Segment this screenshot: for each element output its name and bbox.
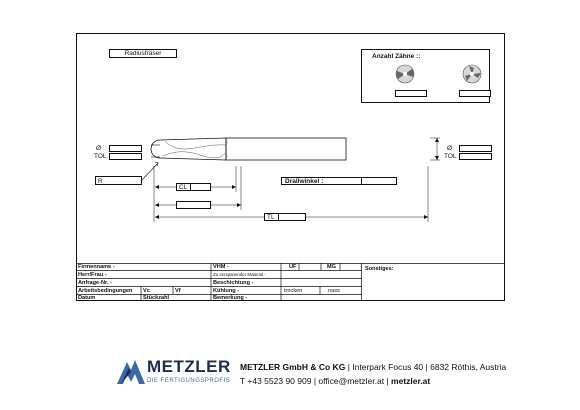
city-address: 6832 Röthis, Austria (430, 362, 507, 372)
website-link[interactable]: metzler.at (391, 376, 431, 386)
neck-length-input[interactable] (176, 201, 211, 209)
tl-input[interactable] (278, 213, 306, 221)
datum-label: Datum (78, 295, 96, 301)
company-address-line (240, 362, 506, 372)
separator: | (425, 362, 428, 372)
teeth-label: Anzahl Zähne :: (372, 53, 421, 60)
tolerance-label-right: TOL (444, 153, 457, 160)
cl-label: CL (179, 184, 188, 191)
street-address: Interpark Focus 40 (352, 362, 424, 372)
mg-label: MG (327, 264, 337, 270)
uf-label: UF (289, 264, 297, 270)
sonstiges-label: Sonstiges: (365, 266, 394, 272)
brand-tagline: DIE FERTIGUNGSPROFIS (147, 378, 231, 384)
helix-angle-label: Drallwinkel : (285, 178, 324, 185)
vc-label: Vc (143, 288, 150, 294)
diameter-label-left: Ø (96, 145, 102, 152)
phone-number: T +43 5523 90 909 (240, 376, 312, 386)
tolerance-input-right[interactable] (459, 153, 492, 160)
metzler-logo-icon (115, 356, 147, 386)
diameter-input-left[interactable] (109, 145, 142, 152)
cl-input[interactable] (190, 183, 211, 191)
vhm-label: VHM - (213, 264, 229, 270)
email-link[interactable]: office@metzler.at (318, 376, 385, 386)
nass-label: nass (328, 288, 340, 294)
tool-type-title: Radiusfräser (109, 49, 177, 58)
herr-frau-label: Herr/Frau - (78, 272, 107, 278)
request-table (76, 263, 505, 301)
anfrage-label: Anfrage-Nr. - (78, 280, 112, 286)
tolerance-input-left[interactable] (109, 153, 142, 160)
diameter-input-right[interactable] (459, 145, 492, 152)
kuehlung-label: Kühlung - (213, 288, 240, 294)
radius-field[interactable] (95, 176, 142, 185)
tl-label: TL (267, 214, 275, 221)
bemerkung-label: Bemerkung - (213, 295, 248, 301)
separator: | (347, 362, 350, 372)
separator: | (386, 376, 389, 386)
separator: | (313, 376, 317, 386)
trocken-label: trocken (284, 288, 303, 294)
radius-label: R (98, 178, 103, 185)
contact-line (240, 376, 430, 386)
stueckzahl-label: Stückzahl (143, 295, 170, 301)
arbeitsbedingungen-label: Arbeitsbedingungen (78, 288, 133, 294)
vf-label: Vf (175, 288, 181, 294)
company-name: METZLER GmbH & Co KG (240, 362, 346, 372)
brand-name: METZLER (147, 357, 231, 376)
diameter-label-right: Ø (447, 145, 453, 152)
helix-angle-input[interactable] (361, 177, 397, 185)
tolerance-label-left: TOL (94, 153, 107, 160)
beschichtung-label: Beschichtung - (213, 280, 254, 286)
material-label: Zu zerspanender Material - (213, 272, 266, 277)
firmenname-label: Firmenname - (78, 264, 115, 270)
